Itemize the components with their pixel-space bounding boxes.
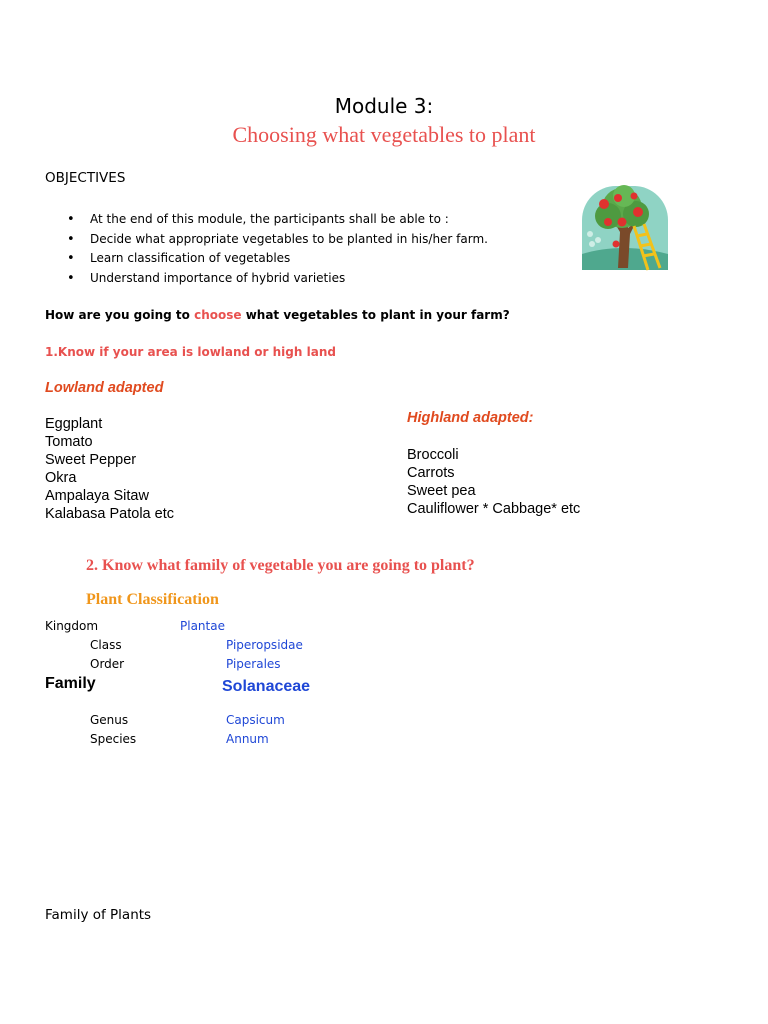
- step-1-heading: 1.Know if your area is lowland or high land: [45, 345, 336, 359]
- objectives-list: [45, 210, 488, 288]
- highland-vegetable-list: [407, 446, 580, 518]
- vegetable-item: Carrots: [407, 465, 455, 481]
- question-accent-word: choose: [194, 308, 242, 322]
- species-value: Annum: [226, 732, 269, 746]
- vegetable-item: Kalabasa Patola etc: [45, 506, 174, 522]
- question-suffix: what vegetables to plant in your farm?: [241, 308, 510, 322]
- apple-tree-ladder-icon: [578, 182, 670, 272]
- family-of-plants-heading: Family of Plants: [45, 907, 152, 923]
- lowland-heading: Lowland adapted: [45, 380, 164, 396]
- objective-item: • At the end of this module, the participants shall be able to :: [45, 210, 488, 230]
- vegetable-item: Okra: [45, 470, 77, 486]
- module-title: Module 3:: [334, 94, 434, 118]
- objective-item: • Learn classification of vegetables: [45, 249, 488, 269]
- plant-classification-heading: Plant Classification: [86, 591, 219, 608]
- question-text: [45, 308, 510, 322]
- vegetable-item: Cauliflower * Cabbage* etc: [407, 501, 581, 517]
- objective-item: • Decide what appropriate vegetables to be planted in his/her farm.: [45, 230, 488, 250]
- vegetable-item: Sweet Pepper: [45, 452, 137, 468]
- family-value: Solanaceae: [222, 678, 311, 695]
- step-2-heading: 2. Know what family of vegetable you are going to plant?: [86, 557, 475, 574]
- vegetable-item: Sweet pea: [407, 483, 476, 499]
- family-label: Family: [45, 675, 96, 692]
- question-prefix: How are you going to: [45, 308, 195, 322]
- objective-item: • Understand importance of hybrid varieties: [45, 269, 488, 289]
- vegetable-item: Ampalaya Sitaw: [45, 488, 149, 504]
- species-label: Species: [90, 732, 137, 746]
- objectives-heading: OBJECTIVES: [45, 170, 126, 186]
- order-value: Piperales: [226, 657, 281, 671]
- vegetable-item: Broccoli: [407, 447, 459, 463]
- lowland-vegetable-list: [45, 415, 174, 523]
- class-value: Piperopsidae: [226, 638, 303, 652]
- module-subtitle: Choosing what vegetables to plant: [232, 122, 536, 147]
- highland-heading: Highland adapted:: [407, 410, 534, 426]
- class-label: Class: [90, 638, 122, 652]
- kingdom-value: Plantae: [180, 619, 225, 633]
- kingdom-label: Kingdom: [45, 619, 99, 633]
- genus-value: Capsicum: [226, 713, 285, 727]
- genus-label: Genus: [90, 713, 129, 727]
- order-label: Order: [90, 657, 125, 671]
- vegetable-item: Eggplant: [45, 416, 103, 432]
- vegetable-item: Tomato: [45, 434, 93, 450]
